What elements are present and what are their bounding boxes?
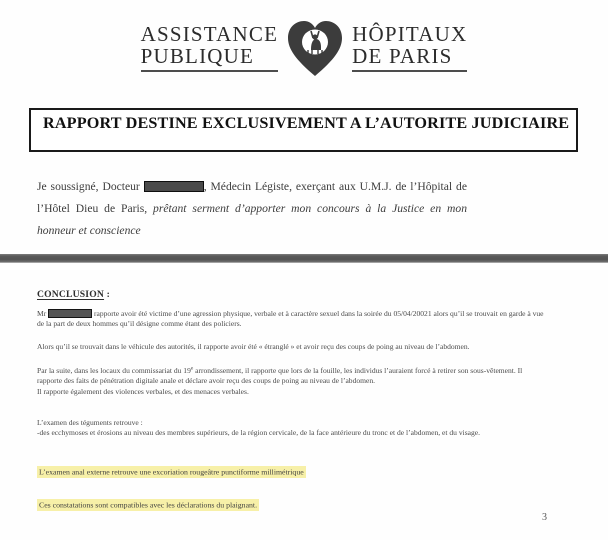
scan-artifact-band: [0, 254, 608, 263]
page-number: 3: [542, 512, 547, 523]
conclusion-heading-colon: :: [104, 289, 111, 300]
logo-inner: [141, 18, 468, 78]
aphp-heart-logo-icon: [284, 18, 346, 78]
highlighted-finding-anal-exam-text: L’examen anal externe retrouve une excoriation rougeâtre punctiforme millimétrique: [39, 467, 304, 476]
logo-right-line1: HÔPITAUX: [352, 22, 468, 47]
p1-before-redaction: Mr: [37, 309, 49, 318]
aphp-logo-header: [0, 18, 608, 78]
conclusion-heading-label: CONCLUSION: [37, 289, 105, 300]
p2-text: Alors qu’il se trouvait dans le véhicule des autorités, il rapporte avoir été « étranglé » et avoir reçu des coups de poing au niveau de l’abdomen.: [37, 342, 470, 351]
conclusion-paragraph-2: [37, 342, 547, 352]
conclusion-paragraph-4: [37, 418, 547, 439]
highlighted-finding-conclusion-text: Ces constatations sont compatibles avec les déclarations du plaignant.: [39, 500, 258, 509]
conclusion-paragraph-1: [37, 309, 547, 330]
report-title-text: RAPPORT DESTINE EXCLUSIVEMENT A L’AUTORITE JUDICIAIRE: [43, 114, 570, 132]
highlighted-finding-conclusion: [37, 499, 259, 510]
logo-left-words: [141, 24, 279, 72]
intro-oath-italic: prêtant serment d’apporter mon concours à la Justice en mon honneur et conscience: [37, 202, 467, 237]
conclusion-paragraph-3: [37, 366, 547, 397]
logo-right-rule: [352, 70, 467, 72]
p1-after-redaction: rapporte avoir été victime d’une agression physique, verbale et à caractère sexuel dans la soirée du 05/04/20021 alors qu’il se trouvait en garde à vue de la part de deux hommes qu’il désigne comme étant des policiers.: [37, 309, 544, 329]
logo-left-line2: PUBLIQUE: [140, 43, 255, 68]
report-title-banner: [29, 108, 578, 152]
p4-examination-label: L’examen des téguments retrouve :: [37, 418, 143, 427]
p3-text-a: Par la suite, dans les locaux du commissariat du 19: [37, 366, 191, 375]
redacted-patient-name: [48, 309, 92, 318]
logo-left-line1: ASSISTANCE: [140, 22, 279, 47]
logo-left-rule: [141, 70, 279, 72]
p3-text-b: arrondissement, il rapporte que lors de la fouille, les individus l’auraient forcé à retirer son sous-vêtement. Il rapporte des faits de pénétration digitale anale et déclare avoir reçu des coups de poing au niveau de l’abdomen.: [37, 366, 523, 386]
conclusion-heading: [37, 289, 110, 300]
p4-findings-text: -des ecchymoses et érosions au niveau des membres supérieurs, de la région cervicale, de la face antérieure du tronc et de l’abdomen, et du visage.: [37, 428, 480, 438]
p3-text-c: Il rapporte également des violences verbales, et des menaces verbales.: [37, 386, 249, 396]
logo-right-words: [352, 24, 467, 72]
intro-text-part1: Je soussigné, Docteur: [37, 180, 144, 193]
ordinal-suffix: e: [190, 365, 194, 372]
intro-paragraph: [37, 176, 467, 242]
intro-text-part2: , Médecin Légiste, exerçant aux U.M.J. de l’Hôpital de l’Hôtel Dieu de Paris,: [37, 180, 467, 215]
highlighted-finding-anal-exam: [37, 466, 306, 477]
logo-right-line2: DE PARIS: [352, 43, 453, 68]
redacted-doctor-name: [144, 181, 204, 192]
